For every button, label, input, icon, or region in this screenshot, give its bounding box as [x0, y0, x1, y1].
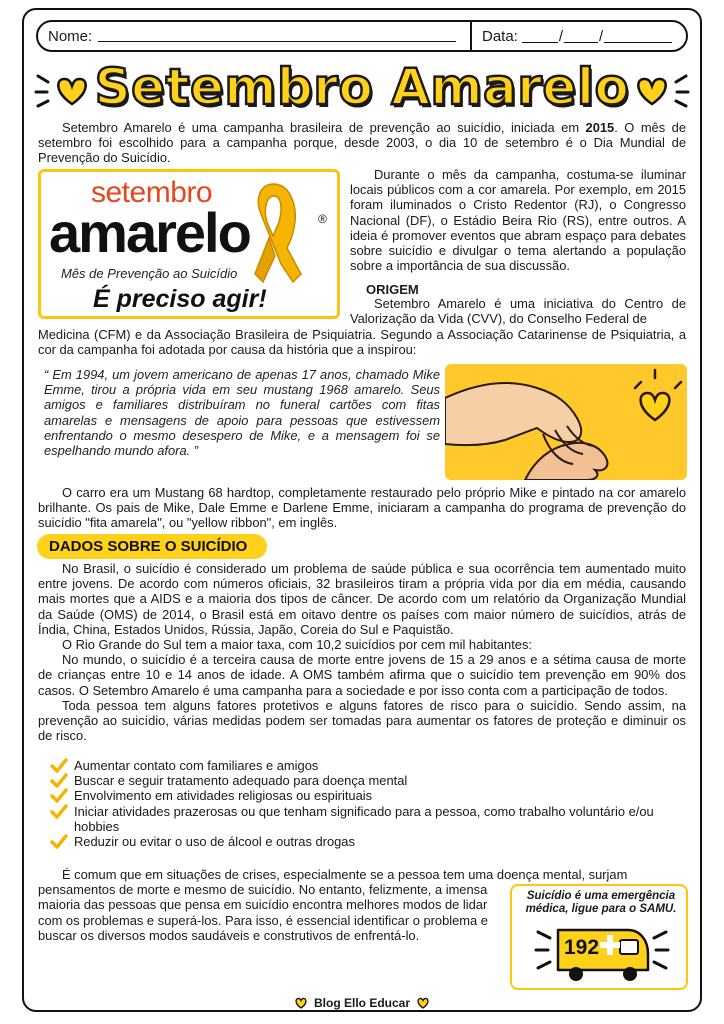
- heart-icon: [294, 997, 308, 1009]
- list-item: [46, 804, 686, 834]
- logo-line-amarelo: amarelo: [49, 201, 250, 264]
- date-label: Data:: [482, 27, 518, 45]
- dados-paragraph-3: No mundo, o suicídio é a terceira causa de morte entre jovens de 15 a 29 anos e a sétima causa de morte de crianças entre 10 e 14 anos de idade. A OMS também afirma que o suicídio tem prevenção em 90% dos casos. O Setembro Amarelo é uma campanha para a sociedade e por isso conta com a participação de todos.: [38, 652, 686, 698]
- name-input-line[interactable]: [98, 41, 456, 42]
- ambulance-icon: [532, 918, 672, 988]
- list-item: [46, 758, 686, 773]
- footer: [0, 996, 724, 1012]
- student-info-fields: [36, 20, 688, 52]
- mustang-paragraph: O carro era um Mustang 68 hardtop, completamente restaurado pelo próprio Mike e pintado na cor amarelo brilhante. Os pais de Mike, Dale Emme e Darlene Emme, iniciaram a campanha do programa de prevenção do suicídio "fita amarela", ou "yellow ribbon", em inglês.: [38, 485, 686, 531]
- list-item: [46, 788, 686, 803]
- logo-subtitle: Mês de Prevenção ao Suicídio: [61, 266, 238, 281]
- date-separator: /: [558, 27, 564, 45]
- crises-line-1: É comum que em situações de crises, especialmente se a pessoa tem uma doença mental, surjam: [62, 867, 628, 882]
- heart-sparkle-right-icon: [632, 66, 690, 114]
- crises-line-3: maioria das pessoas que pensa em suicídio encontra melhores modos de lidar: [38, 897, 488, 913]
- origem-paragraph-part1: Setembro Amarelo é uma iniciativa do Centro de Valorização da Vida (CVV), do Conselho Federal de: [350, 296, 686, 327]
- intro-text-a: Setembro Amarelo é uma campanha brasileira de prevenção ao suicídio, iniciada em: [62, 120, 586, 135]
- campaign-logo: [38, 169, 340, 319]
- checkmark-icon: [50, 758, 68, 774]
- crises-line-2: pensamentos de morte e mesmo de suicídio. No entanto, felizmente, a imensa: [38, 882, 488, 898]
- dados-paragraph-2: O Rio Grande do Sul tem a maior taxa, com 10,2 suicídios por cem mil habitantes:: [62, 637, 533, 653]
- date-separator: /: [599, 27, 604, 45]
- protective-factors-list: [46, 758, 686, 849]
- origem-heading: ORIGEM: [366, 282, 419, 297]
- section-badge-dados: DADOS SOBRE O SUICÍDIO: [37, 534, 267, 559]
- campaign-paragraph: Durante o mês da campanha, costuma-se iluminar locais públicos com a cor amarela. Por exemplo, em 2015 foram iluminados o Cristo Redentor (RJ), o Congresso Nacional (DF), o Estádio Beira Rio (RS), entre outros. A ideia é promover eventos que abram espaço para debates sobre suicídio e divulgar o tema alertando a população sobre a importância de sua discussão.: [350, 167, 686, 274]
- heart-icon: [416, 997, 430, 1009]
- mike-emme-quote: “ Em 1994, um jovem americano de apenas 17 anos, chamado Mike Emme, tirou a própria vida em seu mustang 1968 amarelo. Seus amigos e familiares distribuíram no funeral cartões com fitas amarelas e mensagens de apoio para pessoas que estivessem enfrentando o mesmo desespero de Mike, e a mensagem foi se espelhando mundo afora. ”: [44, 367, 440, 459]
- origem-paragraph-part2: Medicina (CFM) e da Associação Brasileira de Psiquiatria. Segundo a Associação Catarinense de Psiquiatria, a cor da campanha foi adotada por causa da história que a inspirou:: [38, 327, 686, 358]
- logo-slogan: É preciso agir!: [93, 285, 267, 313]
- date-month-line[interactable]: [564, 29, 598, 43]
- footer-brand: Blog Ello Educar: [313, 996, 410, 1010]
- crises-line-4: com os problemas e superá-los. Para isso, é essencial identificar o problema e: [38, 912, 488, 928]
- samu-number: 192: [564, 936, 600, 959]
- intro-year: 2015: [585, 120, 615, 135]
- list-item-text: Aumentar contato com familiares e amigos: [74, 758, 319, 773]
- date-day-line[interactable]: [522, 29, 558, 43]
- intro-paragraph: [38, 120, 686, 166]
- page-title: Setembro Amarelo: [94, 58, 630, 116]
- holding-hands-illustration: [445, 364, 687, 480]
- list-item-text: Iniciar atividades prazerosas ou que tenham significado para a pessoa, como trabalho voluntário e/ou hobbies: [74, 803, 654, 834]
- intro-text-b: . O mês de setembro foi escolhido para a campanha porque, desde 2003, o dia 10 de setembro é o Dia Mundial de Prevenção do Suicídio.: [38, 120, 686, 166]
- list-item-text: Envolvimento em atividades religiosas ou espirituais: [74, 788, 373, 804]
- samu-emergency-card: [510, 884, 688, 990]
- checkmark-icon: [50, 834, 68, 850]
- date-field-group: [472, 22, 686, 50]
- name-label: Nome:: [48, 27, 93, 45]
- list-item-text: Buscar e seguir tratamento adequado para doença mental: [74, 773, 408, 789]
- dados-paragraph-4: Toda pessoa tem alguns fatores protetivos e alguns fatores de risco para o suicídio. Sendo assim, na prevenção ao suicídio, várias medidas podem ser tomadas para aumentar os fatores de proteção e diminuir os de risco.: [38, 697, 686, 744]
- dados-paragraph-1: No Brasil, o suicídio é considerado um problema de saúde pública e sua ocorrência tem aumentado muito entre jovens. De acordo com números oficiais, 32 brasileiros tiram a própria vida por dia em média, causando mais mortes que a AIDS e a maioria dos tipos de câncer. De acordo com um relatório da Organização Mundial da Saúde (OMS) de 2014, o Brasil está em oitavo dentre os países com maior número de suicídios, atrás de Índia, China, Estados Unidos, Rússia, Japão, Coreia do Sul e Paquistão.: [38, 561, 686, 637]
- checkmark-icon: [50, 804, 68, 820]
- footer-inner: [286, 996, 438, 1010]
- samu-message: Suicídio é uma emergência médica, ligue para o SAMU.: [525, 890, 677, 915]
- list-item-text: Reduzir ou evitar o uso de álcool e outras drogas: [74, 834, 355, 850]
- logo-line-setembro: setembro: [91, 176, 213, 209]
- checkmark-icon: [50, 773, 68, 789]
- crises-line-5: buscar os diversos modos saudáveis e construtivos de enfrentá-lo.: [38, 927, 420, 943]
- dados-section: [38, 561, 686, 743]
- logo-registered-mark: ®: [318, 212, 327, 226]
- list-item: [46, 834, 686, 849]
- title-area: [30, 58, 694, 122]
- name-field-group: [38, 22, 472, 50]
- date-year-line[interactable]: [604, 29, 672, 43]
- checkmark-icon: [50, 788, 68, 804]
- list-item: [46, 773, 686, 788]
- yellow-ribbon-icon: [241, 178, 307, 286]
- holding-hands-icon: [445, 364, 687, 480]
